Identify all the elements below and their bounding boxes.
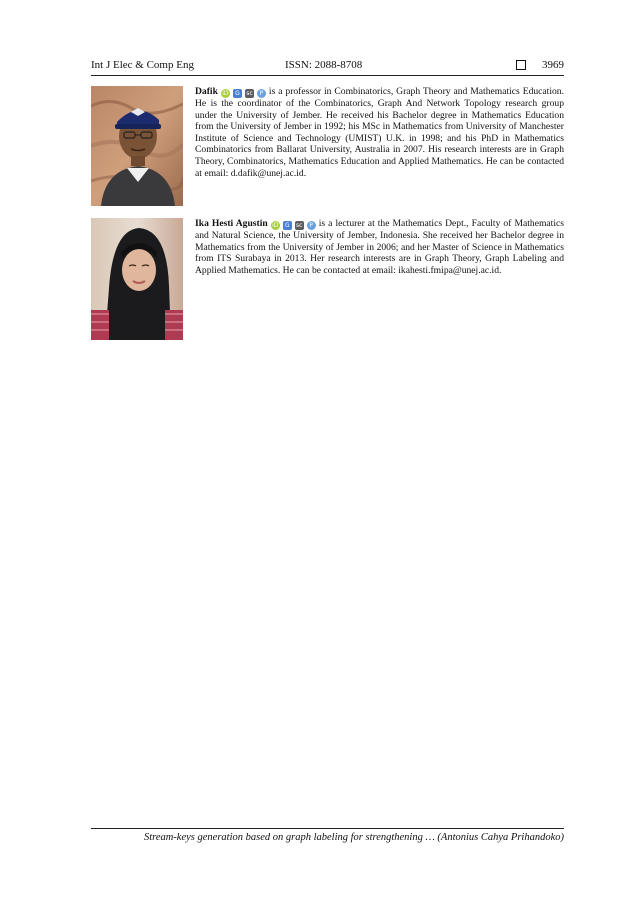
bio-body: is a lecturer at the Mathematics Dept., Faculty of Mathematics and Natural Science, the University of Jember, Indonesia. She received her Bachelor degree in Mathematics from the University of Jember in 2006; and her Master of Science in Mathematics from ITS Surabaya in 2013. Her research interests are in Graph Theory, Graph Labeling and Applied Mathematics. He can be contacted at email: ikahesti.fmipa@unej.ac.id. <box>195 218 565 276</box>
issn: ISSN: 2088-8708 <box>285 59 363 71</box>
scopus-icon[interactable]: sc <box>246 90 253 97</box>
journal-name: Int J Elec & Comp Eng <box>91 59 194 71</box>
running-footer <box>91 828 564 843</box>
bio-body: is a professor in Combinatorics, Graph Theory and Mathematics Education. He is the coordinator of the Combinatorics, Graph And Network Topology research group under the University of Jember. He received his Bachelor degree in Mathematics Education from the University of Jember in 1992; his MSc in Mathematics from University of Manchester Institute of Science and Technology (UMIST) U.K. in 1998; and his PhD in Mathematics Combinatorics from Ballarat University, Australia in 2007. His research interests are in Graph Theory, Combinatorics, Mathematics Education and Applied Mathematics. He can be contacted at email: d.dafik@unej.ac.id. <box>195 86 564 179</box>
checkbox-square-icon <box>516 60 526 70</box>
author-photo-dafik <box>91 86 183 206</box>
author-name: Dafik <box>195 86 218 97</box>
profile-icons <box>221 89 266 98</box>
author-photo-ika-hesti-agustin <box>91 218 183 340</box>
orcid-icon[interactable]: iD <box>222 90 229 97</box>
orcid-icon[interactable]: iD <box>272 222 279 229</box>
page-number: 3969 <box>542 59 564 71</box>
author-name: Ika Hesti Agustin <box>195 218 268 229</box>
profile-icons <box>271 221 316 230</box>
scopus-icon[interactable]: sc <box>296 222 303 229</box>
publons-icon[interactable]: P <box>257 89 266 98</box>
google-scholar-icon[interactable]: G <box>283 221 292 230</box>
bio-text-ika-hesti-agustin <box>195 218 564 276</box>
bio-text-dafik <box>195 86 564 179</box>
publons-icon[interactable]: P <box>307 221 316 230</box>
running-header <box>91 57 564 76</box>
footer-caption: Stream-keys generation based on graph labeling for strengthening … (Antonius Cahya Prihandoko) <box>143 832 564 843</box>
google-scholar-icon[interactable]: G <box>233 89 242 98</box>
